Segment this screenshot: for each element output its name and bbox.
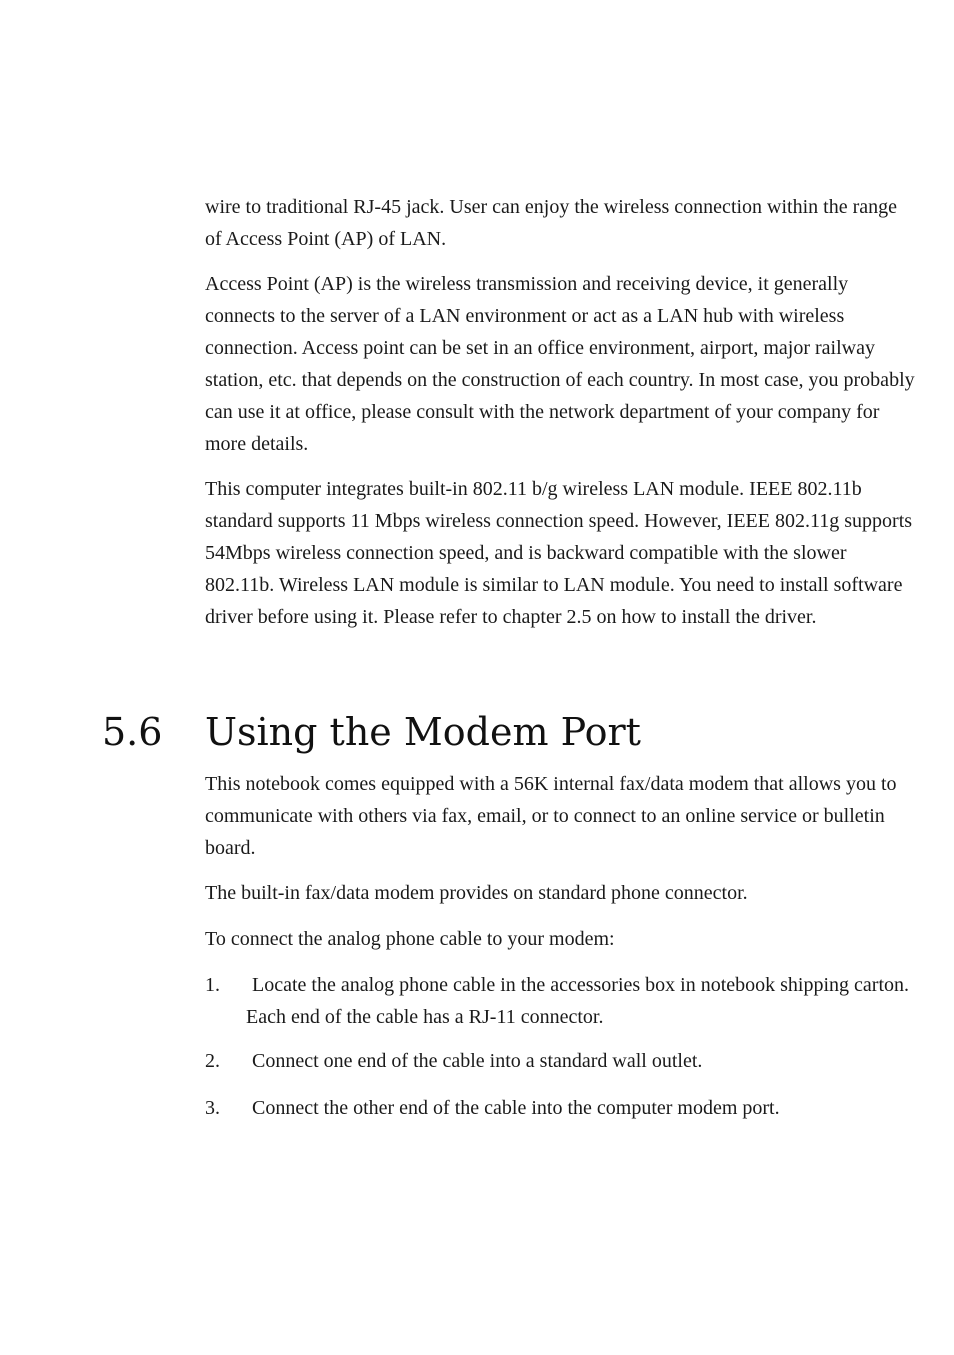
paragraph-phone-connector: The built-in fax/data modem provides on standard phone connector.	[205, 882, 748, 904]
section-number: 5.6	[102, 710, 163, 754]
paragraph-access-point: Access Point (AP) is the wireless transmission and receiving device, it generally connects to the server of a LAN environment or act as a LAN hub with wireless connection. Access point can be set in an office environment, airport, major railway station, etc. that depends on the construction of each country. In most case, you probably can use it at office, please consult with the network department of your company for more details.	[205, 273, 915, 455]
step-number: 3.	[205, 1097, 220, 1119]
paragraph-wireless-range: wire to traditional RJ-45 jack. User can enjoy the wireless connection within the range of Access Point (AP) of LAN.	[205, 196, 898, 250]
paragraph-connect-instructions: To connect the analog phone cable to your modem:	[205, 928, 615, 950]
step-text: Locate the analog phone cable in the accessories box in notebook shipping carton. Each end of the cable has a RJ-11 connector.	[246, 974, 910, 1028]
step-number: 2.	[205, 1050, 220, 1072]
section-title: Using the Modem Port	[205, 710, 641, 754]
step-number: 1.	[205, 974, 220, 996]
list-item-step-3	[205, 1092, 917, 1124]
step-text: Connect one end of the cable into a standard wall outlet.	[252, 1050, 703, 1072]
paragraph-wireless-module: This computer integrates built-in 802.11 b/g wireless LAN module. IEEE 802.11b standard supports 11 Mbps wireless connection speed. However, IEEE 802.11g supports 54Mbps wireless connection speed, and is backward compatible with the slower 802.11b. Wireless LAN module is similar to LAN module. You need to install software driver before using it. Please refer to chapter 2.5 on how to install the driver.	[205, 478, 913, 628]
step-text: Connect the other end of the cable into the computer modem port.	[252, 1097, 780, 1119]
list-item-step-2	[205, 1045, 917, 1077]
list-item-step-1	[205, 969, 917, 1033]
section-heading	[102, 702, 641, 762]
paragraph-modem-intro: This notebook comes equipped with a 56K internal fax/data modem that allows you to communicate with others via fax, email, or to connect to an online service or bulletin board.	[205, 773, 897, 859]
